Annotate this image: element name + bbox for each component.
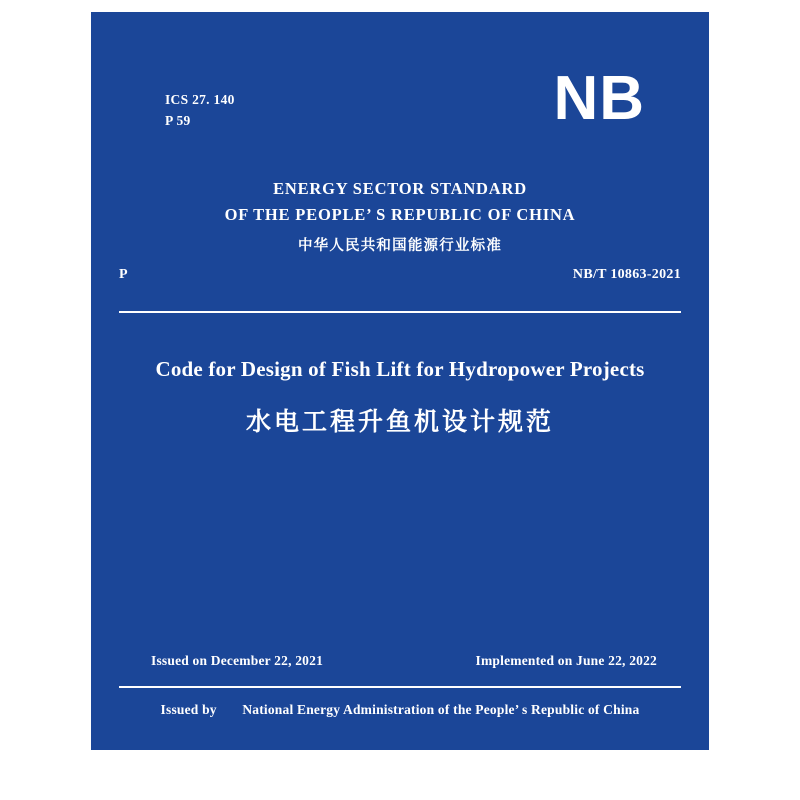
- page-title-chinese: 水电工程升鱼机设计规范: [245, 407, 554, 436]
- standard-header-line2: OF THE PEOPLE’ S REPUBLIC OF CHINA: [224, 204, 576, 224]
- code-row: [119, 267, 681, 283]
- issued-date: Issued on December 22, 2021: [151, 653, 324, 668]
- title-block: [91, 357, 709, 438]
- divider-bottom: [119, 686, 681, 688]
- standard-header-line1: ENERGY SECTOR STANDARD: [273, 179, 527, 198]
- standard-header: [91, 176, 709, 255]
- standard-header-chinese: 中华人民共和国能源行业标准: [297, 238, 503, 255]
- standard-cover: [91, 12, 709, 750]
- issued-by: [91, 702, 709, 718]
- issued-by-label: Issued by: [160, 702, 217, 717]
- divider-top: [119, 311, 681, 313]
- ics-code: ICS 27. 140: [165, 92, 235, 107]
- page-title: Code for Design of Fish Lift for Hydropower Projects: [155, 357, 645, 381]
- standard-number: NB/T 10863-2021: [572, 267, 681, 282]
- nb-logo: NB: [553, 64, 645, 133]
- ics-classification-block: [165, 90, 235, 132]
- p-code: P 59: [165, 112, 191, 128]
- implemented-date: Implemented on June 22, 2022: [475, 653, 657, 668]
- classification-code: P: [119, 267, 128, 282]
- dates-row: [151, 653, 657, 669]
- issuing-organization: National Energy Administration of the People’ s Republic of China: [242, 702, 640, 717]
